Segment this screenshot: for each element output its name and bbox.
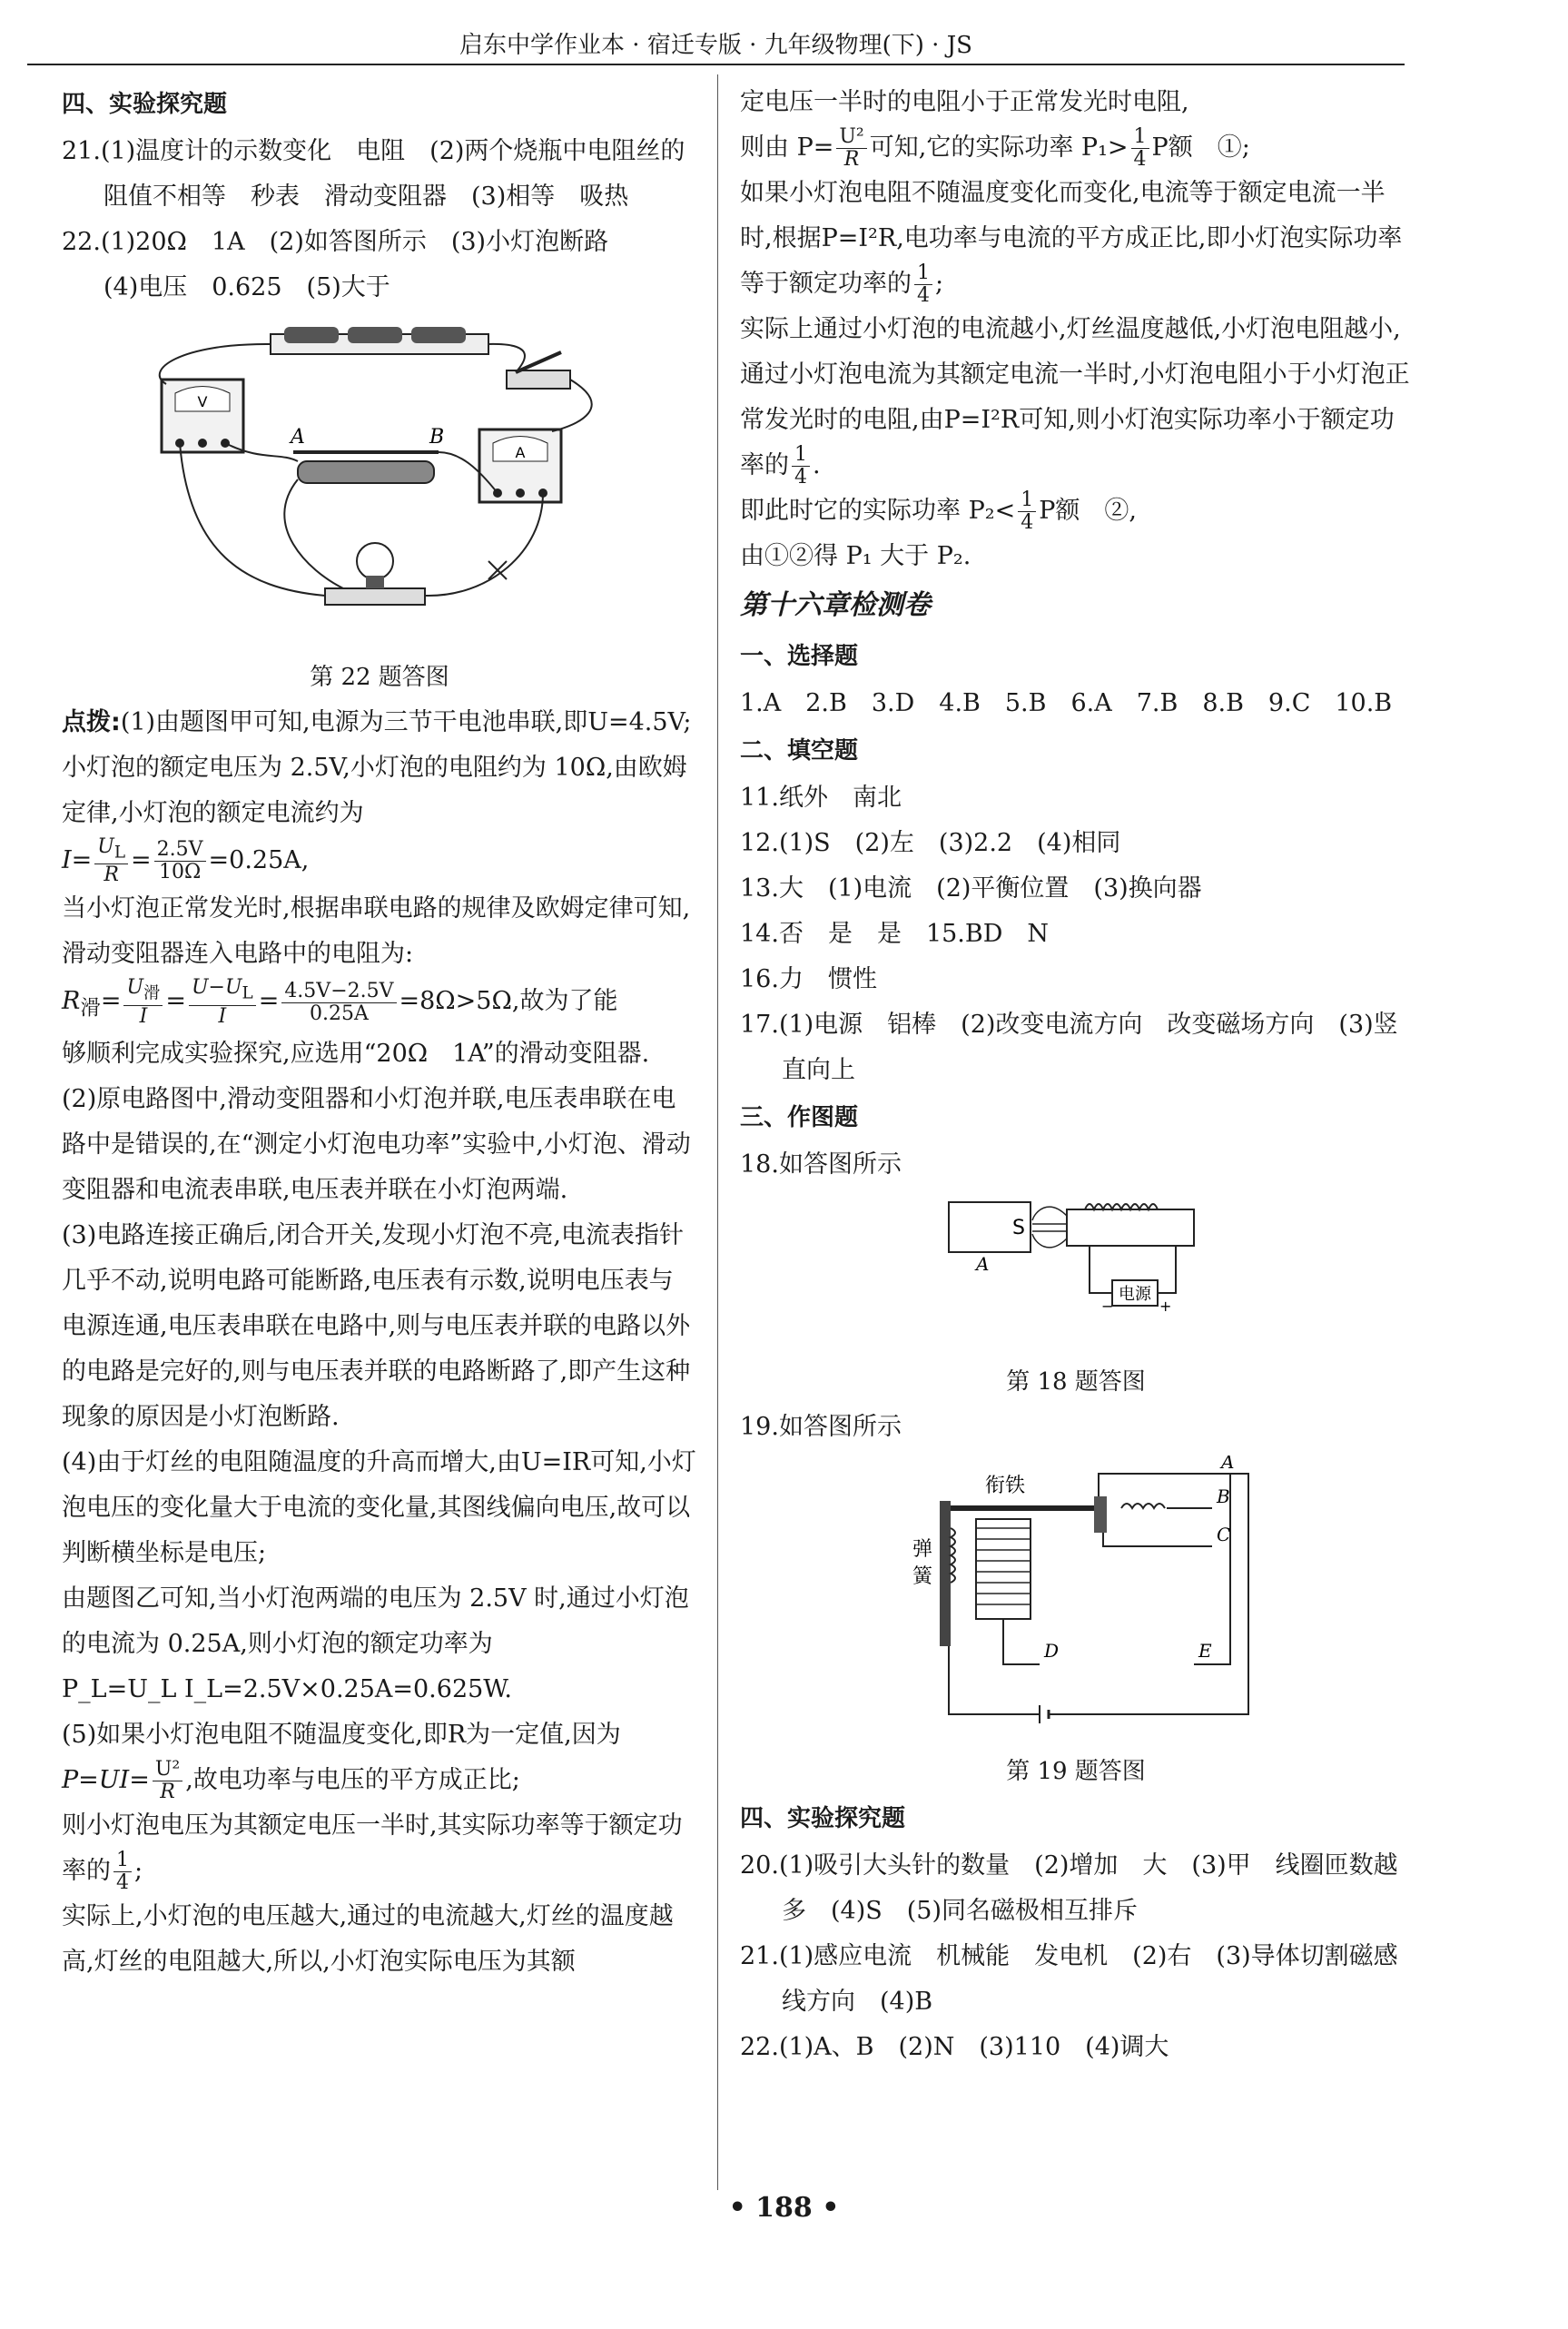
pole-s-label: S [1012, 1217, 1025, 1239]
eq-text: R [843, 148, 860, 171]
hint-label: 点拨: [62, 708, 121, 736]
paragraph-text: ; [134, 1856, 143, 1885]
answer-11: 11.纸外 南北 [740, 784, 902, 812]
eq-text: R [160, 1780, 175, 1803]
eq-text: = [131, 846, 152, 875]
answer-13: 13.大 (1)电流 (2)平衡位置 (3)换向器 [740, 874, 1202, 903]
eq-text: U² [836, 126, 866, 149]
figure-19 [740, 1456, 1412, 1743]
paragraph: (4)由于灯丝的电阻随温度的升高而增大,由U=IR可知,小灯泡电压的变化量大于电流的变化量,其图线偏向电压,故可以判断横坐标是电压; [62, 1447, 696, 1567]
eq-text: 4 [1021, 511, 1034, 534]
paragraph-text: 如果小灯泡电阻不随温度变化而变化,电流等于额定电流一半时,根据P=I²R,电功率与电流的平方成正比,即小灯泡实际功率等于额定功率的 [740, 179, 1403, 298]
paragraph [740, 125, 1412, 171]
eq-text: U [126, 976, 144, 1000]
figure-22 [62, 316, 697, 649]
eq-text: I [139, 1004, 148, 1028]
answer-22: 22.(1)20Ω 1A (2)如答图所示 (3)小灯泡断路 [62, 228, 609, 256]
paragraph: 实际上,小灯泡的电压越大,通过的电流越大,灯丝的温度越高,灯丝的电阻越大,所以,小灯泡实际电压为其额 [62, 1901, 674, 1976]
power-source-label: 电源 [1119, 1285, 1151, 1304]
paragraph [62, 1803, 697, 1894]
answer-18: 18.如答图所示 [740, 1150, 902, 1179]
answer-22: 22.(1)A、B (2)N (3)110 (4)调大 [740, 2033, 1169, 2061]
magnet-a-label: A [976, 1253, 990, 1275]
answer-12: 12.(1)S (2)左 (3)2.2 (4)相同 [740, 829, 1121, 857]
eq-text: U−U [192, 976, 242, 1000]
paragraph: (5)如果小灯泡电阻不随温度变化,即R为一定值,因为 [62, 1720, 621, 1749]
figure-18 [740, 1193, 1412, 1354]
left-column [62, 80, 697, 1985]
eq-text: R [62, 987, 81, 1016]
paragraph [740, 488, 1412, 534]
answer-21: 21.(1)感应电流 机械能 发电机 (2)右 (3)导体切割磁感线方向 (4)B [740, 1942, 1398, 2016]
negative-terminal: − [1101, 1298, 1114, 1315]
eq-text: 1 [1131, 126, 1149, 149]
terminal-b: B [1217, 1485, 1230, 1507]
paragraph: 够顺利完成实验探究,应选用“20Ω 1A”的滑动变阻器. [62, 1039, 650, 1068]
paragraph: (3)电路连接正确后,闭合开关,发现小灯泡不亮,电流表指针几乎不动,说明电路可能断路,电压表有示数,说明电压表与电源连通,电压表串联在电路中,则与电压表并联的电路以外的电路是完好的,则与电压表并联的电路断路了,即产生这种现象的原因是小灯泡断路. [62, 1220, 691, 1431]
eq-text: 10Ω [158, 861, 202, 884]
eq-text: 0.25A [309, 1002, 369, 1025]
paragraph-text: 实际上通过小灯泡的电流越小,灯丝温度越低,小灯泡电阻越小,通过小灯泡电流为其额定电流一半时,小灯泡电阻小于小灯泡正常发光时的电阻,由P=I²R可知,则小灯泡实际功率小于额定功率的 [740, 315, 1410, 479]
rheostat-terminal-b: B [429, 426, 445, 449]
eq-text: =8Ω>5Ω,故为了能 [399, 987, 618, 1016]
equation-3 [62, 1758, 697, 1803]
paragraph: 小灯泡的额定电压为 2.5V,小灯泡的电阻约为 10Ω,由欧姆定律,小灯泡的额定电流约为 [62, 754, 687, 827]
eq-text: I= [62, 846, 93, 875]
hint-paragraph-1: (1)由题图甲可知,电源为三节干电池串联,即U=4.5V; [120, 708, 692, 736]
paragraph: (2)原电路图中,滑动变阻器和小灯泡并联,电压表串联在电路中是错误的,在“测定小灯泡电功率”实验中,小灯泡、滑动变阻器和电流表串联,电压表并联在小灯泡两端. [62, 1084, 691, 1204]
eq-text: 1 [113, 1850, 132, 1872]
paragraph: 由题图乙可知,当小灯泡两端的电压为 2.5V 时,通过小灯泡的电流为 0.25A,则小灯泡的额定功率为 [62, 1584, 689, 1658]
paragraph-text: 则由 P= [740, 133, 834, 162]
column-divider [717, 74, 718, 2190]
electromagnet-diagram-18 [912, 1193, 1239, 1338]
answer-20: 20.(1)吸引大头针的数量 (2)增加 大 (3)甲 线圈匝数越多 (4)S (5)同名磁极相互排斥 [740, 1851, 1398, 1925]
paragraph-text: 可知,它的实际功率 P₁> [869, 133, 1129, 162]
figure-22-caption: 第 22 题答图 [310, 664, 449, 691]
answer-16: 16.力 惯性 [740, 965, 877, 993]
page-header: 启东中学作业本 · 宿迁专版 · 九年级物理(下) · JS [27, 27, 1405, 65]
eq-text: R [104, 864, 119, 887]
armature-label: 衔铁 [985, 1475, 1026, 1497]
eq-sub: 滑 [80, 996, 101, 1021]
spring-label-1: 弹 [912, 1538, 933, 1561]
terminal-e: E [1198, 1640, 1212, 1662]
chapter-title: 第十六章检测卷 [740, 589, 931, 621]
terminal-d: D [1044, 1640, 1060, 1662]
circuit-diagram-22 [125, 316, 634, 634]
eq-text: 2.5V [154, 839, 206, 862]
terminal-c: C [1217, 1524, 1231, 1545]
paragraph-text: P额 ②, [1039, 497, 1137, 525]
eq-text: 4.5V−2.5V [281, 981, 396, 1003]
terminal-a: A [1221, 1456, 1235, 1473]
section-title: 四、实验探究题 [62, 91, 228, 118]
eq-text: 4 [794, 466, 807, 488]
figure-19-caption: 第 19 题答图 [1006, 1758, 1146, 1785]
paragraph [740, 171, 1412, 307]
ammeter-label: A [515, 444, 526, 461]
eq-text: U² [153, 1759, 182, 1781]
paragraph-text: ; [935, 270, 944, 298]
section-title: 四、实验探究题 [740, 1805, 906, 1832]
paragraph: 定电压一半时的电阻小于正常发光时电阻, [740, 88, 1189, 116]
eq-text: U [97, 835, 114, 858]
section-title: 二、填空题 [740, 737, 859, 765]
equation-2: $R_滑=$ $\frac{U_滑}{I}$ = $\frac{U-U_L}{I}$ = $\frac{4.5V-2.5V}{0.25A}$ =8Ω>5Ω,故为了能 [62, 976, 618, 1028]
paragraph-text: 则小灯泡电压为其额定电压一半时,其实际功率等于额定功率的 [62, 1811, 683, 1885]
eq-text: ,故电功率与电压的平方成正比; [185, 1765, 520, 1794]
section-title: 三、作图题 [740, 1104, 859, 1131]
eq-text: I [218, 1004, 227, 1028]
positive-terminal: + [1159, 1298, 1172, 1315]
equation-1 [62, 836, 697, 886]
rheostat-terminal-a: A [291, 426, 305, 449]
answer-19: 19.如答图所示 [740, 1413, 902, 1441]
page-number: • 188 • [728, 2192, 840, 2224]
paragraph-text: 即此时它的实际功率 P₂< [740, 497, 1016, 525]
paragraph: P_L=U_L I_L=2.5V×0.25A=0.625W. [62, 1674, 512, 1703]
eq-sub: L [242, 983, 253, 1003]
spring-label-2: 簧 [912, 1565, 933, 1588]
eq-text: P=UI= [62, 1765, 150, 1794]
answer-choices: 1.A 2.B 3.D 4.B 5.B 6.A 7.B 8.B 9.C 10.B [740, 689, 1393, 717]
paragraph-text: . [813, 451, 821, 479]
eq-text: 4 [917, 284, 930, 307]
paragraph: 由①②得 P₁ 大于 P₂. [740, 542, 971, 570]
eq-sub: 滑 [143, 983, 161, 1003]
paragraph-text: P额 ①; [1151, 133, 1250, 162]
paragraph: 当小灯泡正常发光时,根据串联电路的规律及欧姆定律可知,滑动变阻器连入电路中的电阻为: [62, 894, 691, 969]
eq-text: =0.25A, [208, 846, 310, 875]
eq-text: 1 [792, 444, 810, 467]
eq-text: 1 [914, 262, 932, 285]
section-title: 一、选择题 [740, 643, 859, 670]
answer-21: 21.(1)温度计的示数变化 电阻 (2)两个烧瓶中电阻丝的阻值不相等 秒表 滑动变阻器 (3)相等 吸热 [62, 137, 685, 211]
paragraph [740, 307, 1412, 488]
eq-sub: L [113, 843, 126, 863]
answer-14-15: 14.否 是 是 15.BD N [740, 920, 1049, 948]
right-column [740, 80, 1412, 2070]
eq-text: 1 [1018, 489, 1036, 512]
answer-17: 17.(1)电源 铝棒 (2)改变电流方向 改变磁场方向 (3)竖直向上 [740, 1011, 1398, 1084]
voltmeter-label: V [197, 393, 208, 410]
eq-text: 4 [116, 1870, 129, 1894]
figure-18-caption: 第 18 题答图 [1006, 1368, 1146, 1396]
relay-diagram-19 [876, 1456, 1276, 1728]
answer-22-cont: (4)电压 0.625 (5)大于 [104, 273, 390, 301]
eq-text: 4 [1133, 148, 1147, 171]
